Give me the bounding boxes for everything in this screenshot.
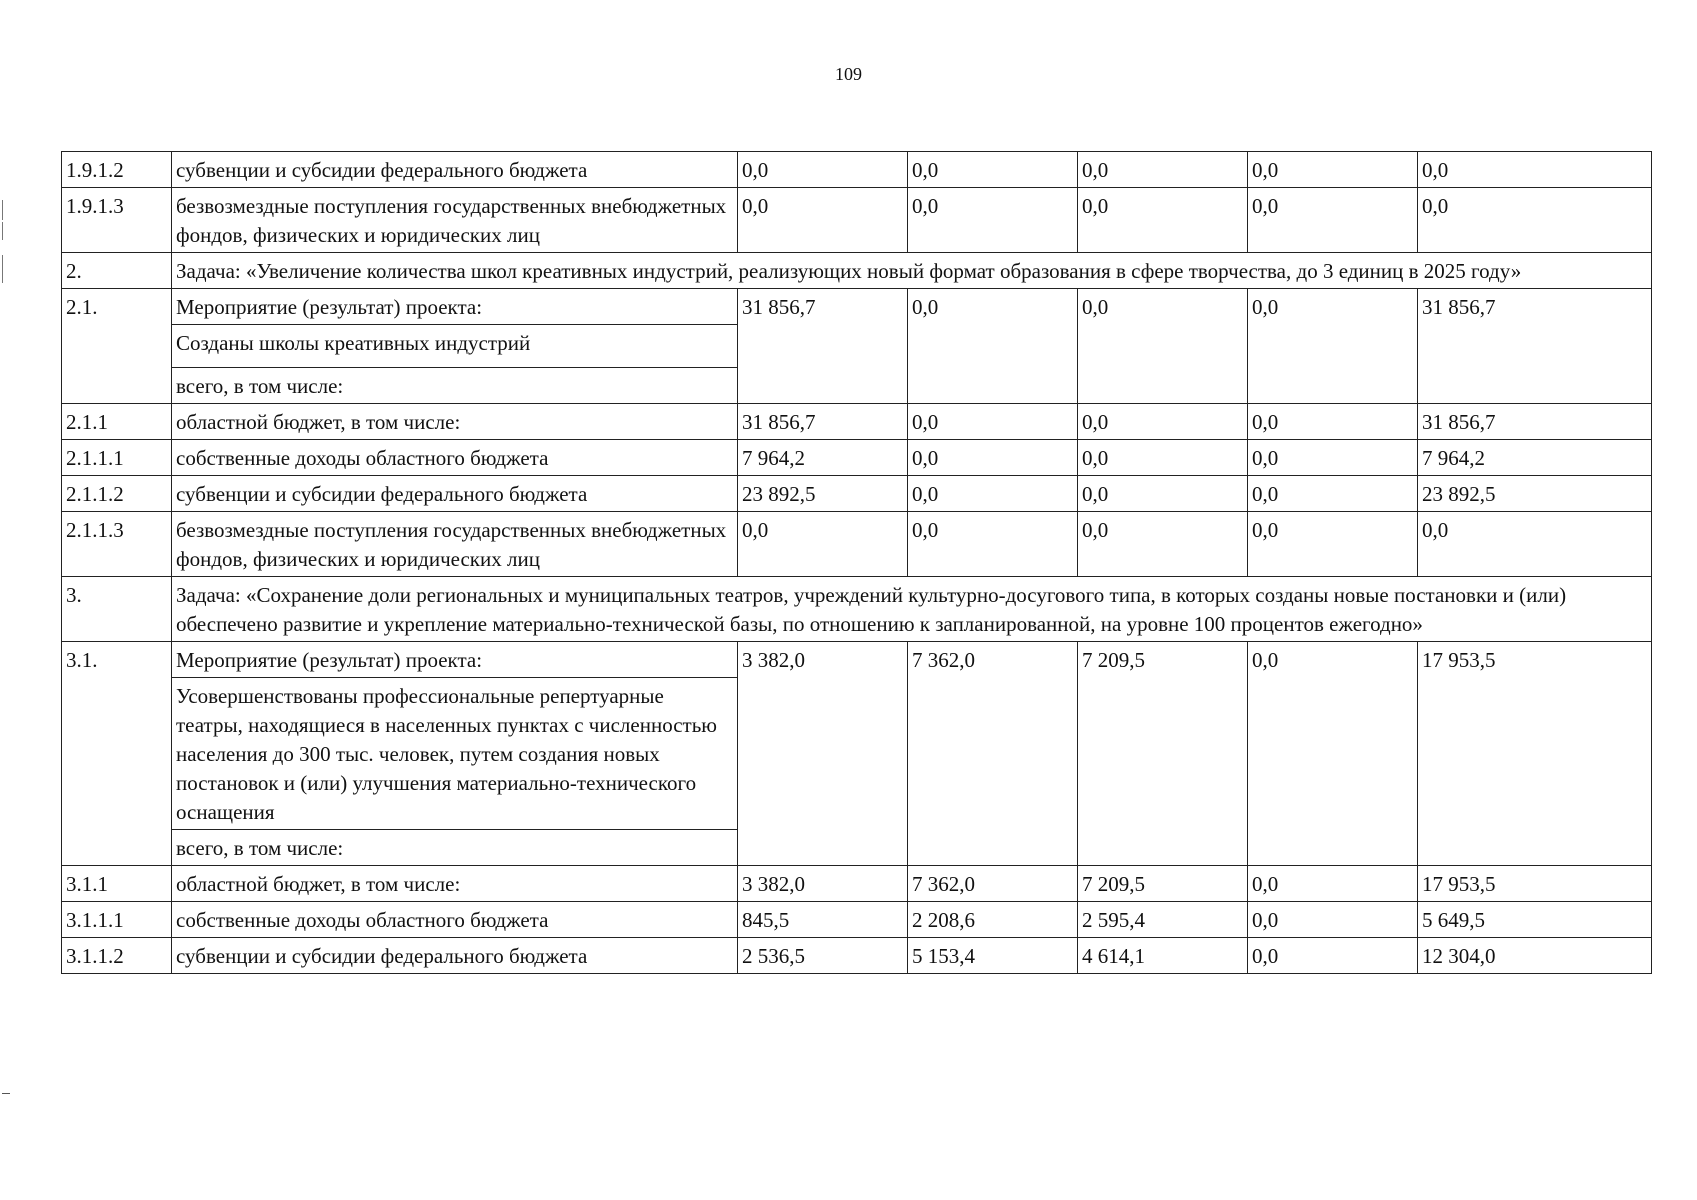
value-cell: 0,0: [1248, 476, 1418, 512]
event-total-label: всего, в том числе:: [172, 830, 738, 866]
margin-tick: [2, 1093, 10, 1094]
value-cell: 0,0: [908, 476, 1078, 512]
event-row: [62, 642, 1652, 678]
task-text: Задача: «Увеличение количества школ креативных индустрий, реализующих новый формат образования в сфере творчества, до 3 единиц в 2025 году»: [172, 253, 1652, 289]
value-cell: 7 209,5: [1078, 642, 1248, 866]
value-cell: 3 382,0: [738, 642, 908, 866]
row-text: областной бюджет, в том числе:: [172, 404, 738, 440]
event-description: Созданы школы креативных индустрий: [172, 325, 738, 368]
value-cell: 0,0: [1078, 152, 1248, 188]
row-text: собственные доходы областного бюджета: [172, 902, 738, 938]
value-cell: 0,0: [1248, 642, 1418, 866]
row-text: областной бюджет, в том числе:: [172, 866, 738, 902]
row-code: 2.: [62, 253, 172, 289]
value-cell: 7 362,0: [908, 866, 1078, 902]
table-row: [62, 938, 1652, 974]
value-cell: 0,0: [1078, 512, 1248, 577]
value-cell: 0,0: [1248, 404, 1418, 440]
value-cell: 2 208,6: [908, 902, 1078, 938]
value-cell: 0,0: [1078, 476, 1248, 512]
value-cell: 4 614,1: [1078, 938, 1248, 974]
margin-tick: [2, 200, 3, 220]
value-cell: 2 536,5: [738, 938, 908, 974]
table-row: [62, 440, 1652, 476]
row-text: субвенции и субсидии федерального бюджета: [172, 476, 738, 512]
value-cell: 0,0: [1248, 902, 1418, 938]
value-cell: 7 964,2: [738, 440, 908, 476]
value-cell: 7 964,2: [1418, 440, 1652, 476]
value-cell: 31 856,7: [738, 289, 908, 404]
row-code: 2.1.1: [62, 404, 172, 440]
value-cell: 0,0: [738, 512, 908, 577]
event-total-label: всего, в том числе:: [172, 368, 738, 404]
budget-table: [61, 151, 1652, 974]
value-cell: 845,5: [738, 902, 908, 938]
value-cell: 0,0: [1248, 866, 1418, 902]
row-code: 2.1.1.1: [62, 440, 172, 476]
value-cell: 0,0: [1248, 188, 1418, 253]
value-cell: 0,0: [1248, 512, 1418, 577]
value-cell: 0,0: [1248, 440, 1418, 476]
table-row: [62, 866, 1652, 902]
value-cell: 31 856,7: [738, 404, 908, 440]
margin-tick: [2, 222, 3, 240]
value-cell: 12 304,0: [1418, 938, 1652, 974]
value-cell: 0,0: [1078, 404, 1248, 440]
row-code: 2.1.: [62, 289, 172, 404]
value-cell: 0,0: [1418, 152, 1652, 188]
table-row: [62, 512, 1652, 577]
task-row: [62, 577, 1652, 642]
value-cell: 17 953,5: [1418, 866, 1652, 902]
value-cell: 17 953,5: [1418, 642, 1652, 866]
table-row: [62, 902, 1652, 938]
value-cell: 0,0: [908, 188, 1078, 253]
value-cell: 0,0: [1248, 938, 1418, 974]
value-cell: 3 382,0: [738, 866, 908, 902]
row-code: 2.1.1.2: [62, 476, 172, 512]
value-cell: 0,0: [908, 512, 1078, 577]
value-cell: 0,0: [1078, 289, 1248, 404]
row-text: безвозмездные поступления государственных внебюджетных фондов, физических и юридических лиц: [172, 188, 738, 253]
value-cell: 0,0: [1078, 440, 1248, 476]
margin-tick: [2, 255, 3, 283]
row-code: 3.: [62, 577, 172, 642]
event-description: Усовершенствованы профессиональные репертуарные театры, находящиеся в населенных пунктах с численностью населения до 300 тыс. человек, путем создания новых постановок и (или) улучшения материально-технического оснащения: [172, 678, 738, 830]
value-cell: 0,0: [738, 152, 908, 188]
row-text: безвозмездные поступления государственных внебюджетных фондов, физических и юридических лиц: [172, 512, 738, 577]
value-cell: 7 362,0: [908, 642, 1078, 866]
event-label: Мероприятие (результат) проекта:: [172, 289, 738, 325]
row-code: 3.1.1: [62, 866, 172, 902]
page-number: 109: [835, 64, 862, 84]
value-cell: 0,0: [908, 404, 1078, 440]
row-text: субвенции и субсидии федерального бюджета: [172, 938, 738, 974]
value-cell: 7 209,5: [1078, 866, 1248, 902]
row-code: 3.1.1.1: [62, 902, 172, 938]
task-text: Задача: «Сохранение доли региональных и муниципальных театров, учреждений культурно-досугового типа, в которых созданы новые постановки и (или) обеспечено развитие и укрепление материально-технической базы, по отношению к запланированной, на уровне 100 процентов ежегодно»: [172, 577, 1652, 642]
value-cell: 0,0: [908, 152, 1078, 188]
value-cell: 0,0: [1248, 152, 1418, 188]
value-cell: 0,0: [1078, 188, 1248, 253]
value-cell: 5 649,5: [1418, 902, 1652, 938]
value-cell: 0,0: [1248, 289, 1418, 404]
value-cell: 0,0: [1418, 188, 1652, 253]
table-row: [62, 476, 1652, 512]
value-cell: 5 153,4: [908, 938, 1078, 974]
event-row: [62, 289, 1652, 325]
table-row: [62, 188, 1652, 253]
row-code: 3.1.: [62, 642, 172, 866]
row-code: 1.9.1.3: [62, 188, 172, 253]
task-row: [62, 253, 1652, 289]
value-cell: 0,0: [908, 289, 1078, 404]
value-cell: 0,0: [738, 188, 908, 253]
value-cell: 31 856,7: [1418, 289, 1652, 404]
row-text: субвенции и субсидии федерального бюджета: [172, 152, 738, 188]
table-row: [62, 404, 1652, 440]
value-cell: 23 892,5: [1418, 476, 1652, 512]
row-code: 1.9.1.2: [62, 152, 172, 188]
value-cell: 0,0: [908, 440, 1078, 476]
row-code: 2.1.1.3: [62, 512, 172, 577]
value-cell: 23 892,5: [738, 476, 908, 512]
row-code: 3.1.1.2: [62, 938, 172, 974]
value-cell: 2 595,4: [1078, 902, 1248, 938]
event-label: Мероприятие (результат) проекта:: [172, 642, 738, 678]
value-cell: 0,0: [1418, 512, 1652, 577]
row-text: собственные доходы областного бюджета: [172, 440, 738, 476]
value-cell: 31 856,7: [1418, 404, 1652, 440]
table-row: [62, 152, 1652, 188]
